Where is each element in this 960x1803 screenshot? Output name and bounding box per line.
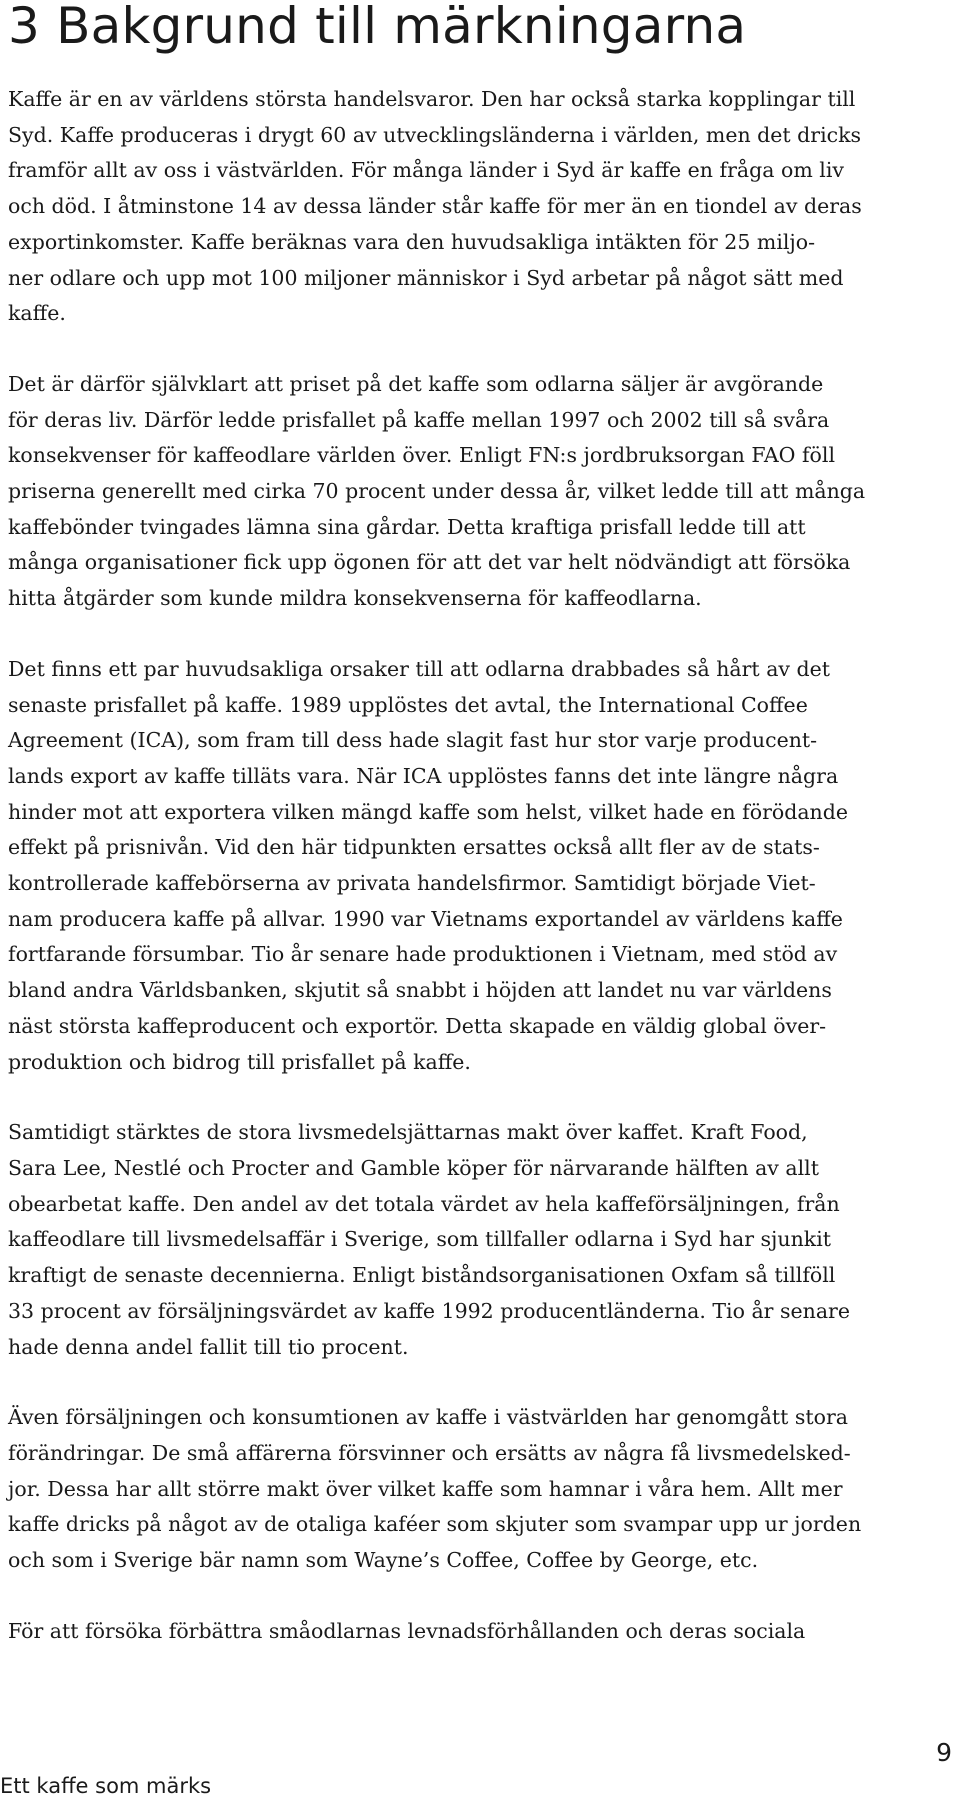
- text-line: för deras liv. Därför ledde prisfallet på kaffe mellan 1997 och 2002 till så svåra: [8, 407, 830, 432]
- body-text: [8, 82, 952, 1684]
- paragraph: [8, 1115, 952, 1365]
- text-line: hitta åtgärder som kunde mildra konsekvenserna för kaffeodlarna.: [8, 586, 702, 611]
- section-heading: 3 Bakgrund till märkningarna: [8, 0, 747, 55]
- text-line: priserna generellt med cirka 70 procent under dessa år, vilket ledde till att många: [8, 479, 866, 504]
- text-line: Samtidigt stärktes de stora livsmedelsjättarnas makt över kaffet. Kraft Food,: [8, 1120, 808, 1145]
- text-line: exportinkomster. Kaffe beräknas vara den huvudsakliga intäkten för 25 miljo-: [8, 229, 816, 254]
- text-line: kaffeodlare till livsmedelsaffär i Sverige, som tillfaller odlarna i Syd har sjunkit: [8, 1227, 832, 1252]
- text-line: lands export av kaffe tilläts vara. När ICA upplöstes fanns det inte längre några: [8, 763, 839, 788]
- text-line: Agreement (ICA), som fram till dess hade slagit fast hur stor varje producent-: [8, 728, 818, 753]
- text-line: kraftigt de senaste decennierna. Enligt biståndsorganisationen Oxfam så tillföll: [8, 1263, 836, 1288]
- text-line: och som i Sverige bär namn som Wayne’s Coffee, Coffee by George, etc.: [8, 1548, 759, 1573]
- text-line: fortfarande försumbar. Tio år senare hade produktionen i Vietnam, med stöd av: [8, 942, 838, 967]
- text-line: hinder mot att exportera vilken mängd kaffe som helst, vilket hade en förödande: [8, 799, 849, 824]
- text-line: Det är därför självklart att priset på det kaffe som odlarna säljer är avgörande: [8, 371, 824, 396]
- text-line: kaffebönder tvingades lämna sina gårdar. Detta kraftiga prisfall ledde till att: [8, 514, 806, 539]
- text-line: konsekvenser för kaffeodlare världen över. Enligt FN:s jordbruksorgan FAO föll: [8, 443, 836, 468]
- text-line: och död. I åtminstone 14 av dessa länder står kaffe för mer än en tiondel av deras: [8, 194, 862, 219]
- text-line: kaffe.: [8, 301, 66, 326]
- text-line: kontrollerade kaffebörserna av privata handelsfirmor. Samtidigt började Viet-: [8, 871, 816, 896]
- text-line: obearbetat kaffe. Den andel av det totala värdet av hela kaffeförsäljningen, från: [8, 1191, 840, 1216]
- text-line: produktion och bidrog till prisfallet på kaffe.: [8, 1049, 471, 1074]
- paragraph: [8, 367, 952, 617]
- text-line: senaste prisfallet på kaffe. 1989 upplöstes det avtal, the International Coffee: [8, 692, 808, 717]
- text-line: kaffe dricks på något av de otaliga kaféer som skjuter som svampar upp ur jorden: [8, 1512, 862, 1537]
- paragraph: [8, 652, 952, 1080]
- text-line: förändringar. De små affärerna försvinner och ersätts av några få livsmedelsked-: [8, 1440, 851, 1465]
- text-line: Sara Lee, Nestlé och Procter and Gamble köper för närvarande hälften av allt: [8, 1155, 819, 1180]
- text-line: Även försäljningen och konsumtionen av kaffe i västvärlden har genomgått stora: [8, 1405, 848, 1430]
- paragraph: [8, 1614, 952, 1650]
- text-line: näst största kaffeproducent och exportör. Detta skapade en väldig global över-: [8, 1013, 827, 1038]
- text-line: För att försöka förbättra småodlarnas levnadsförhållanden och deras sociala: [8, 1618, 806, 1643]
- page-footer: [0, 1738, 960, 1803]
- text-line: 33 procent av försäljningsvärdet av kaffe 1992 producentländerna. Tio år senare: [8, 1298, 850, 1323]
- footer-title: Ett kaffe som märks: [0, 1774, 212, 1798]
- text-line: hade denna andel fallit till tio procent.: [8, 1334, 409, 1359]
- page-number: 9: [936, 1738, 952, 1767]
- text-line: jor. Dessa har allt större makt över vilket kaffe som hamnar i våra hem. Allt mer: [8, 1476, 843, 1501]
- text-line: ner odlare och upp mot 100 miljoner människor i Syd arbetar på något sätt med: [8, 265, 844, 290]
- text-line: framför allt av oss i västvärlden. För många länder i Syd är kaffe en fråga om liv: [8, 158, 844, 183]
- text-line: nam producera kaffe på allvar. 1990 var Vietnams exportandel av världens kaffe: [8, 906, 843, 931]
- text-line: Kaffe är en av världens största handelsvaror. Den har också starka kopplingar till: [8, 87, 856, 111]
- paragraph: [8, 82, 952, 332]
- text-line: effekt på prisnivån. Vid den här tidpunkten ersattes också allt fler av de stats-: [8, 835, 820, 860]
- text-line: bland andra Världsbanken, skjutit så snabbt i höjden att landet nu var världens: [8, 978, 832, 1003]
- paragraph: [8, 1400, 952, 1579]
- text-line: Det finns ett par huvudsakliga orsaker till att odlarna drabbades så hårt av det: [8, 656, 831, 681]
- text-line: Syd. Kaffe produceras i drygt 60 av utvecklingsländerna i världen, men det dricks: [8, 122, 862, 147]
- text-line: många organisationer fick upp ögonen för att det var helt nödvändigt att försöka: [8, 550, 851, 575]
